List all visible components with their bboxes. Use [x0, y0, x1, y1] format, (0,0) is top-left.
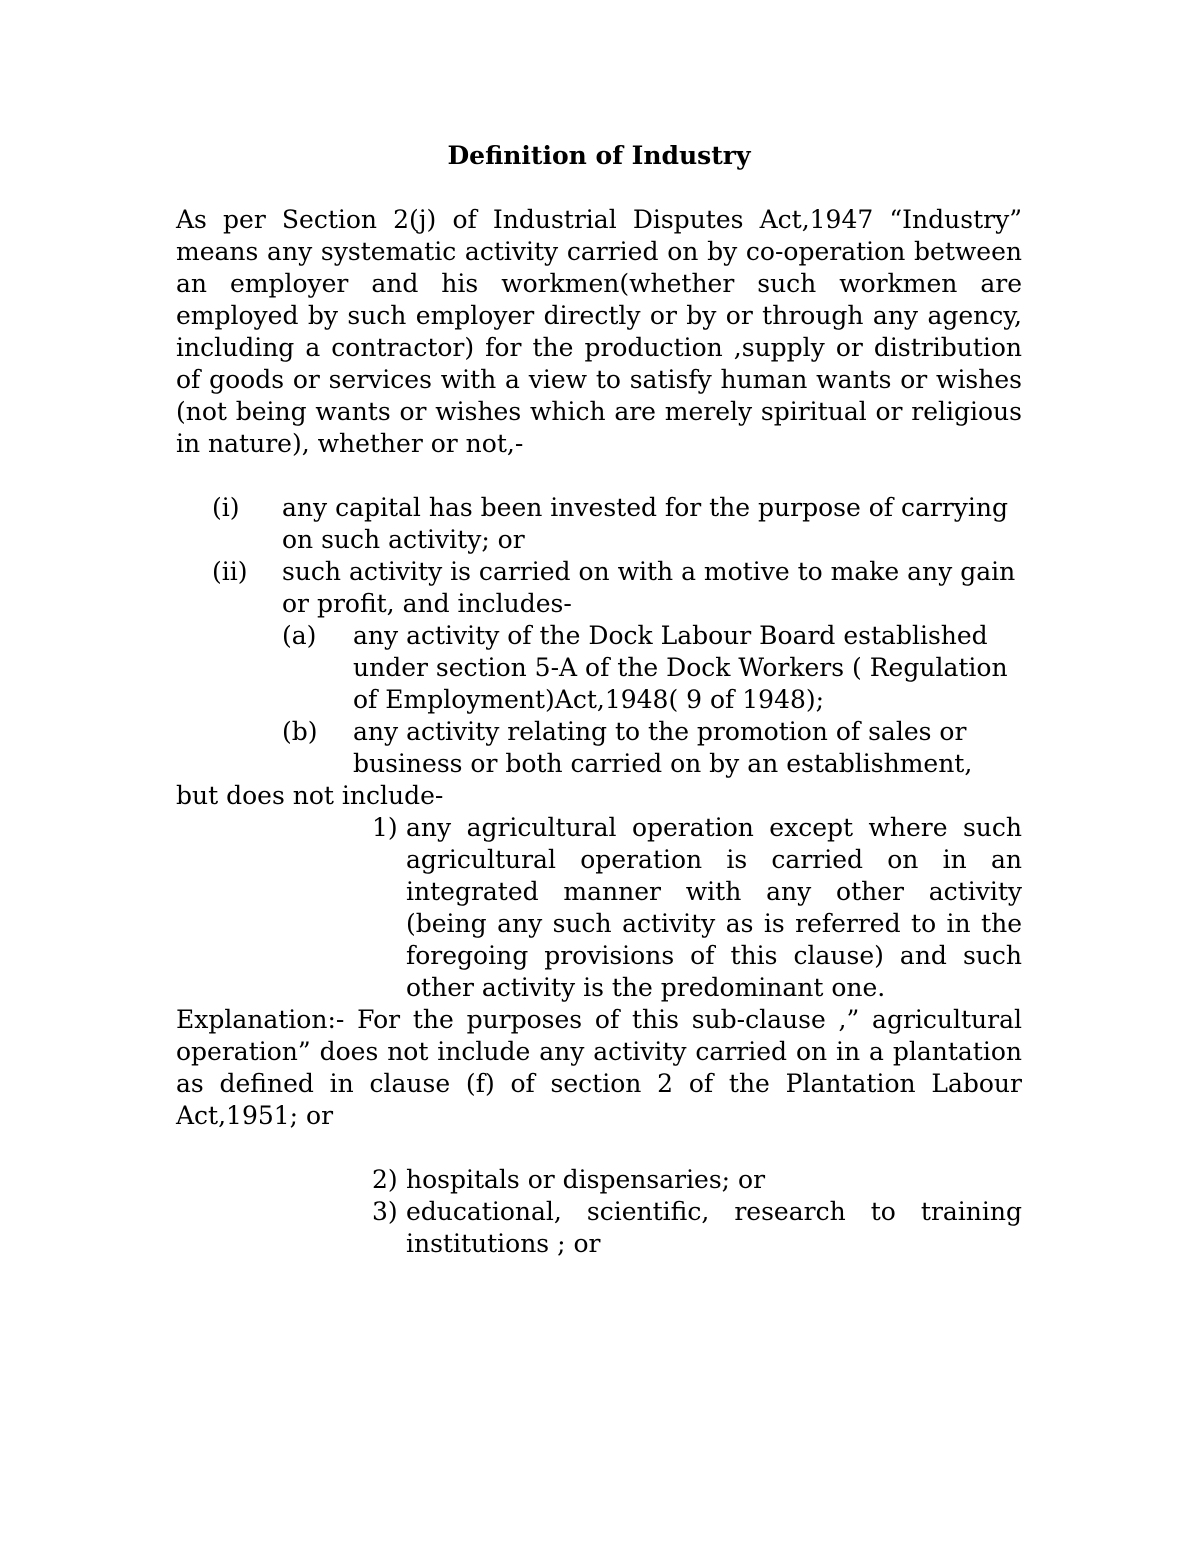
list-text: any capital has been invested for the purpose of carrying on such activity; or	[282, 493, 1008, 554]
list-label: 1)	[372, 813, 398, 842]
list-label: 3)	[372, 1197, 398, 1226]
exclusion-item-2	[176, 1164, 1022, 1196]
spacer	[176, 460, 1022, 492]
list-label: (ii)	[212, 557, 248, 586]
list-item-i	[176, 492, 1022, 556]
list-item-b	[176, 716, 1022, 780]
intro-paragraph: As per Section 2(j) of Industrial Disputes Act,1947 “Industry” means any systematic activity carried on by co-operation between an employer and his workmen(whether such workmen are employed by such employer directly or by or through any agency, including a contractor) for the production ,supply or distribution of goods or services with a view to satisfy human wants or wishes (not being wants or wishes which are merely spiritual or religious in nature), whether or not,-	[176, 205, 1022, 458]
list-text: any activity of the Dock Labour Board established under section 5-A of the Dock Workers ( Regulation of Employment)Act,1948( 9 of 1948);	[353, 621, 1008, 714]
document-title: Definition of Industry	[447, 141, 751, 170]
list-label: 2)	[372, 1165, 398, 1194]
list-label: (b)	[282, 717, 318, 746]
list-text: hospitals or dispensaries; or	[406, 1165, 766, 1194]
exclusion-item-1	[176, 812, 1022, 1004]
list-item-ii	[176, 556, 1022, 620]
list-text: any agricultural operation except where such agricultural operation is carried on in an integrated manner with any other activity (being any such activity as is referred to in the foregoing provisions of this clause) and such other activity is the predominant one.	[406, 813, 1022, 1002]
exclusion-item-3	[176, 1196, 1022, 1260]
list-text: educational, scientific, research to training institutions ; or	[406, 1197, 1022, 1258]
list-text: any activity relating to the promotion of sales or business or both carried on by an establishment,	[353, 717, 973, 778]
list-item-a	[176, 620, 1022, 716]
exclusion-intro: but does not include-	[176, 781, 444, 810]
explanation-paragraph: Explanation:- For the purposes of this sub-clause ,” agricultural operation” does not include any activity carried on in a plantation as defined in clause (f) of section 2 of the Plantation Labour Act,1951; or	[176, 1005, 1022, 1130]
list-label: (a)	[282, 621, 317, 650]
document-page	[176, 140, 1022, 1260]
list-label: (i)	[212, 493, 240, 522]
spacer	[176, 1132, 1022, 1164]
list-text: such activity is carried on with a motive to make any gain or profit, and includes-	[282, 557, 1016, 618]
